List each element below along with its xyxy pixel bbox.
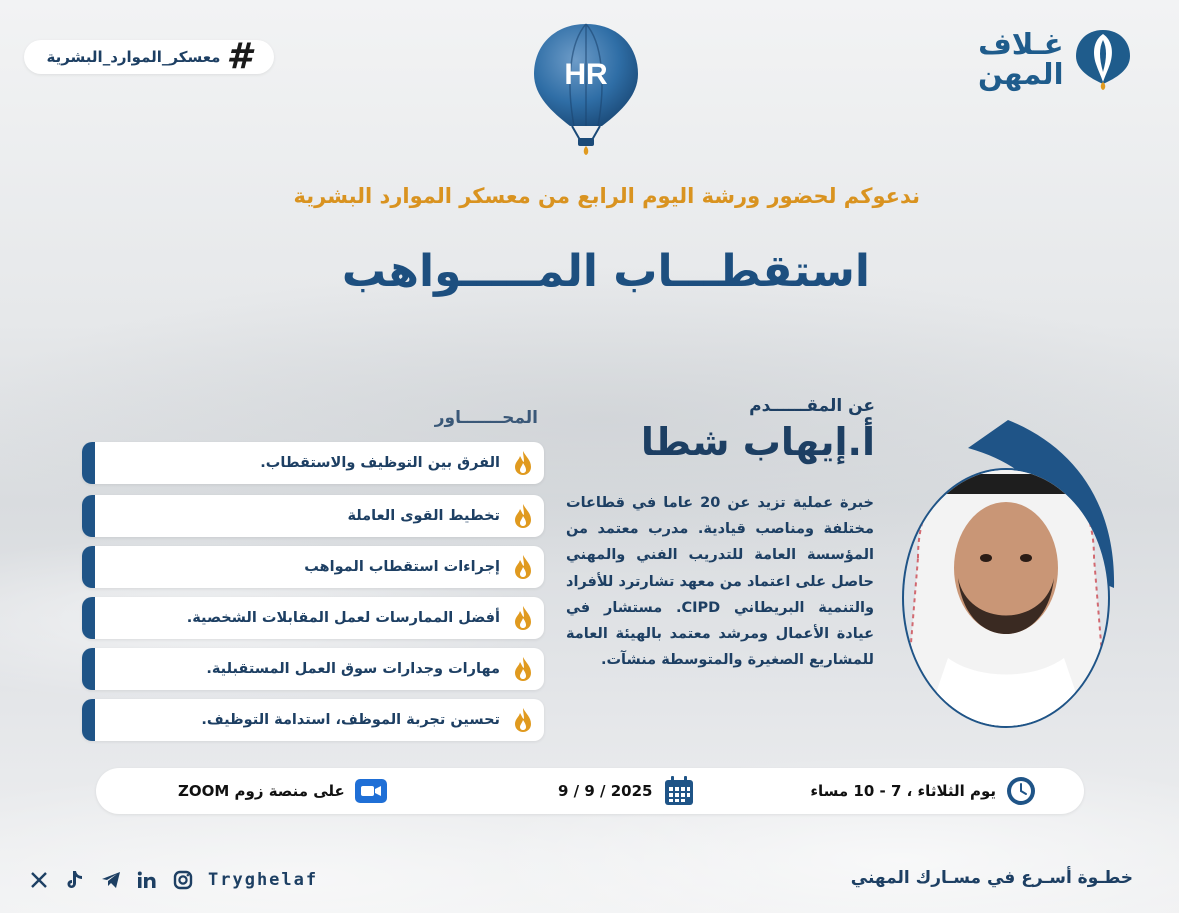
balloon-label: HR bbox=[564, 58, 608, 91]
axis-item bbox=[82, 648, 544, 690]
axis-label: تخطيط القوى العاملة bbox=[347, 508, 500, 524]
presenter-photo bbox=[888, 418, 1128, 728]
logo-line-2: المهن bbox=[978, 57, 1064, 91]
flame-icon bbox=[512, 707, 534, 733]
axes-heading: المحـــــــاور bbox=[434, 408, 538, 428]
logo-line-1: غـلاف bbox=[978, 27, 1064, 61]
axis-label: الفرق بين التوظيف والاستقطاب. bbox=[260, 455, 500, 471]
flame-icon bbox=[512, 656, 534, 682]
logo-wordmark bbox=[978, 29, 1064, 89]
about-presenter-label: عن المقــــــدم bbox=[749, 396, 875, 416]
axis-item bbox=[82, 699, 544, 741]
linkedin-icon[interactable] bbox=[136, 869, 158, 891]
x-icon[interactable] bbox=[28, 869, 50, 891]
presenter-bio: خبرة عملية تزيد عن 20 عاما في قطاعات مختلفة ومناصب قيادية. مدرب معتمد من المؤسسة العامة للتدريب الفني والمهني حاصل على اعتماد من معهد تشارترد للأفراد والتنمية البريطاني CIPD. مستشار في عيادة الأعمال ومرشد معتمد بالهيئة العامة للمشاريع الصغيرة والمتوسطة منشآت. bbox=[566, 495, 875, 669]
presenter-name: أ.إيهاب شطا bbox=[640, 420, 875, 464]
event-info-bar bbox=[96, 768, 1084, 814]
hr-balloon-icon bbox=[530, 22, 642, 157]
hashtag-text: معسكر_الموارد_البشرية bbox=[46, 48, 221, 66]
clock-icon bbox=[1006, 776, 1036, 806]
telegram-icon[interactable] bbox=[100, 869, 122, 891]
event-platform bbox=[178, 768, 387, 814]
social-links bbox=[28, 866, 318, 894]
calendar-icon bbox=[663, 775, 695, 807]
axis-label: تحسين تجربة الموظف، استدامة التوظيف. bbox=[201, 712, 500, 728]
axis-item bbox=[82, 597, 544, 639]
flame-icon bbox=[512, 605, 534, 631]
flame-icon bbox=[512, 554, 534, 580]
instagram-icon[interactable] bbox=[172, 869, 194, 891]
event-time bbox=[810, 768, 1036, 814]
hashtag-symbol: # bbox=[226, 36, 252, 77]
axis-item bbox=[82, 442, 544, 484]
workshop-title: استقطـــاب المـــــواهب bbox=[341, 246, 870, 297]
flame-icon bbox=[512, 503, 534, 529]
axis-label: أفضل الممارسات لعمل المقابلات الشخصية. bbox=[186, 610, 500, 626]
tiktok-icon[interactable] bbox=[64, 869, 86, 891]
social-handle[interactable]: Tryghelaf bbox=[208, 870, 319, 890]
event-platform-text: على منصة زوم ZOOM bbox=[178, 782, 345, 800]
axis-item bbox=[82, 495, 544, 537]
event-date-text: 2025 / 9 / 9 bbox=[558, 782, 653, 800]
invite-line: ندعوكم لحضور ورشة اليوم الرابع من معسكر الموارد البشرية bbox=[293, 184, 920, 208]
hashtag-pill bbox=[24, 36, 274, 77]
axis-item bbox=[82, 546, 544, 588]
axis-label: مهارات وجدارات سوق العمل المستقبلية. bbox=[206, 661, 500, 677]
event-date bbox=[558, 768, 695, 814]
ghelaf-logo bbox=[978, 24, 1143, 94]
event-time-text: يوم الثلاثاء ، 7 - 10 مساء bbox=[810, 782, 996, 800]
axis-label: إجراءات استقطاب المواهب bbox=[304, 559, 500, 575]
tagline: خطـوة أسـرع في مسـارك المهني bbox=[850, 868, 1133, 888]
flame-icon bbox=[512, 450, 534, 476]
zoom-video-icon bbox=[355, 779, 387, 803]
logo-balloon-icon bbox=[1072, 26, 1134, 92]
